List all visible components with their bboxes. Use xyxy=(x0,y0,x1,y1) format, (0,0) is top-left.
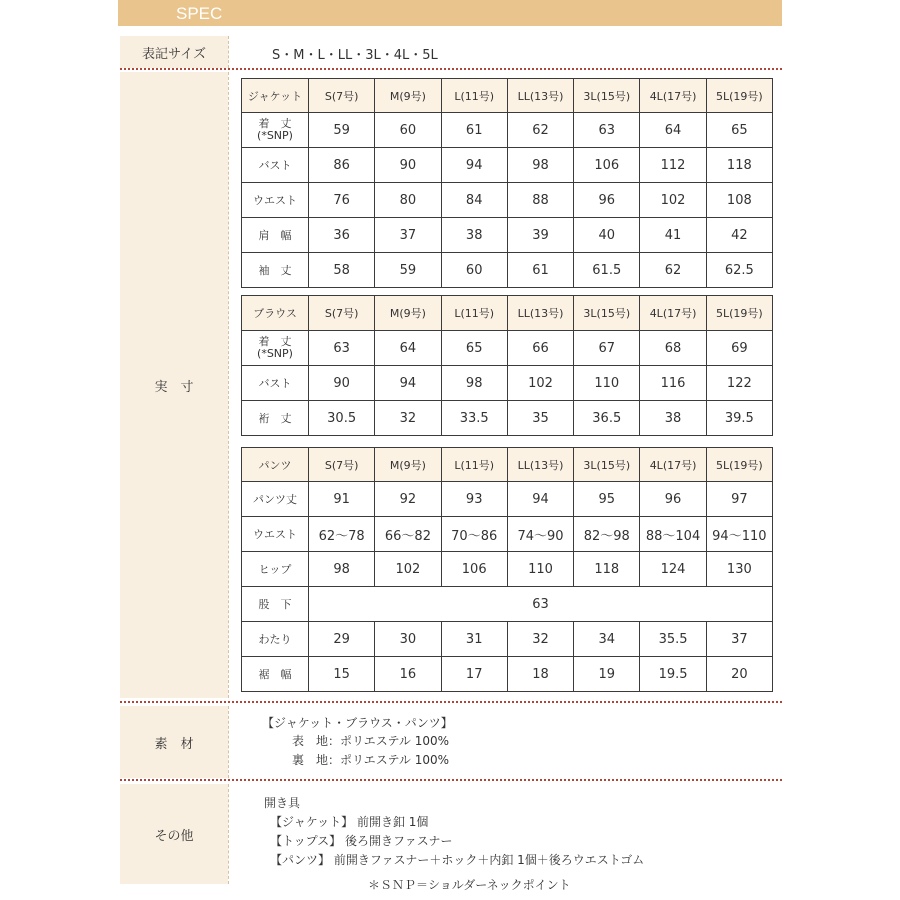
jacket-size-table xyxy=(241,78,773,288)
value-cell: 61 xyxy=(441,113,507,148)
value-cell: 106 xyxy=(441,552,507,587)
material-line: 【ジャケット・ブラウス・パンツ】 xyxy=(262,716,453,730)
other-line: 【パンツ】 前開きファスナー＋ホック＋内釦 1個＋後ろウエストゴム xyxy=(270,853,645,867)
size-header-cell: S(7号) xyxy=(309,296,375,331)
row-label-cell: 裾 幅 xyxy=(242,657,309,692)
value-cell: 15 xyxy=(309,657,375,692)
value-cell: 16 xyxy=(375,657,441,692)
row-label-cell: バスト xyxy=(242,366,309,401)
value-cell: 80 xyxy=(375,183,441,218)
value-cell: 30 xyxy=(375,622,441,657)
table-row xyxy=(242,253,773,288)
size-header-cell: 4L(17号) xyxy=(640,448,706,482)
value-cell: 122 xyxy=(706,366,772,401)
size-header-cell: M(9号) xyxy=(375,79,441,113)
table-row xyxy=(242,113,773,148)
value-cell: 58 xyxy=(309,253,375,288)
value-cell: 118 xyxy=(574,552,640,587)
row-label-top: 着 丈 xyxy=(258,117,292,130)
value-cell: 66～82 xyxy=(375,517,441,552)
value-cell: 30.5 xyxy=(309,401,375,436)
value-cell: 92 xyxy=(375,482,441,517)
value-cell: 68 xyxy=(640,331,706,366)
section-divider xyxy=(120,68,782,70)
value-cell: 88 xyxy=(507,183,573,218)
material-line: 表 地：ポリエステル 100% xyxy=(292,734,450,748)
row-label-bottom: (*SNP) xyxy=(257,129,293,142)
value-cell: 90 xyxy=(375,148,441,183)
value-cell: 32 xyxy=(375,401,441,436)
value-cell: 70～86 xyxy=(441,517,507,552)
value-cell: 40 xyxy=(574,218,640,253)
blouse-size-table xyxy=(241,295,773,436)
table-row xyxy=(242,622,773,657)
size-header-cell: M(9号) xyxy=(375,448,441,482)
sizes-row-value: S・M・L・LL・3L・4L・5L xyxy=(272,48,438,63)
value-cell: 64 xyxy=(375,331,441,366)
value-cell: 19.5 xyxy=(640,657,706,692)
value-cell: 18 xyxy=(507,657,573,692)
size-header-cell: L(11号) xyxy=(441,448,507,482)
table-header-row xyxy=(242,448,773,482)
table-category-header: ジャケット xyxy=(242,79,309,113)
other-label: その他 xyxy=(120,784,228,884)
value-cell: 59 xyxy=(375,253,441,288)
value-cell: 36 xyxy=(309,218,375,253)
table-row xyxy=(242,657,773,692)
table-header-row xyxy=(242,79,773,113)
value-cell: 63 xyxy=(309,331,375,366)
value-cell: 90 xyxy=(309,366,375,401)
value-cell: 118 xyxy=(706,148,772,183)
table-category-header: パンツ xyxy=(242,448,309,482)
size-header-cell: M(9号) xyxy=(375,296,441,331)
value-cell: 17 xyxy=(441,657,507,692)
row-label-cell: 裄 丈 xyxy=(242,401,309,436)
value-cell: 63 xyxy=(574,113,640,148)
value-cell: 33.5 xyxy=(441,401,507,436)
value-cell: 41 xyxy=(640,218,706,253)
value-cell: 35 xyxy=(507,401,573,436)
value-cell: 64 xyxy=(640,113,706,148)
size-header-cell: 3L(15号) xyxy=(574,296,640,331)
value-cell: 65 xyxy=(441,331,507,366)
size-header-cell: L(11号) xyxy=(441,296,507,331)
value-cell: 94 xyxy=(507,482,573,517)
row-label-cell xyxy=(242,331,309,366)
value-cell: 60 xyxy=(375,113,441,148)
value-cell: 34 xyxy=(574,622,640,657)
value-cell: 98 xyxy=(309,552,375,587)
row-label-cell: わたり xyxy=(242,622,309,657)
value-cell: 94～110 xyxy=(706,517,772,552)
value-cell: 38 xyxy=(640,401,706,436)
value-cell: 61.5 xyxy=(574,253,640,288)
value-cell: 62.5 xyxy=(706,253,772,288)
spec-header: SPEC xyxy=(118,0,782,26)
size-header-cell: LL(13号) xyxy=(507,448,573,482)
value-cell: 66 xyxy=(507,331,573,366)
value-cell: 110 xyxy=(574,366,640,401)
table-row xyxy=(242,218,773,253)
column-divider xyxy=(228,784,229,884)
value-cell: 93 xyxy=(441,482,507,517)
material-label: 素 材 xyxy=(120,706,228,778)
value-cell: 76 xyxy=(309,183,375,218)
value-cell: 116 xyxy=(640,366,706,401)
size-header-cell: 5L(19号) xyxy=(706,448,772,482)
value-cell: 88～104 xyxy=(640,517,706,552)
value-cell: 98 xyxy=(441,366,507,401)
value-cell: 67 xyxy=(574,331,640,366)
table-row xyxy=(242,517,773,552)
value-cell: 36.5 xyxy=(574,401,640,436)
section-divider xyxy=(120,701,782,703)
value-cell: 37 xyxy=(706,622,772,657)
row-label-cell: バスト xyxy=(242,148,309,183)
table-row xyxy=(242,366,773,401)
other-line: 【ジャケット】 前開き釦 1個 xyxy=(270,815,429,829)
value-cell: 29 xyxy=(309,622,375,657)
value-cell: 42 xyxy=(706,218,772,253)
other-line: 開き具 xyxy=(264,796,301,810)
section-divider xyxy=(120,779,782,781)
size-header-cell: S(7号) xyxy=(309,79,375,113)
other-line: 【トップス】 後ろ開きファスナー xyxy=(270,834,453,848)
value-cell: 91 xyxy=(309,482,375,517)
value-cell: 60 xyxy=(441,253,507,288)
value-cell: 62～78 xyxy=(309,517,375,552)
value-cell: 65 xyxy=(706,113,772,148)
size-header-cell: 5L(19号) xyxy=(706,296,772,331)
size-header-cell: 3L(15号) xyxy=(574,448,640,482)
table-row xyxy=(242,552,773,587)
size-header-cell: 4L(17号) xyxy=(640,296,706,331)
value-cell: 97 xyxy=(706,482,772,517)
row-label-cell: ウエスト xyxy=(242,517,309,552)
value-cell: 96 xyxy=(574,183,640,218)
size-header-cell: 5L(19号) xyxy=(706,79,772,113)
value-cell: 31 xyxy=(441,622,507,657)
value-cell: 98 xyxy=(507,148,573,183)
row-label-cell xyxy=(242,113,309,148)
value-cell: 61 xyxy=(507,253,573,288)
value-cell: 62 xyxy=(507,113,573,148)
value-cell: 86 xyxy=(309,148,375,183)
pants-size-table xyxy=(241,447,773,692)
row-label-top: 着 丈 xyxy=(258,335,292,348)
column-divider xyxy=(228,72,229,698)
merged-value-cell: 63 xyxy=(309,587,773,622)
size-header-cell: 4L(17号) xyxy=(640,79,706,113)
value-cell: 102 xyxy=(375,552,441,587)
snp-note: ＊ＳＮＰ＝ショルダーネックポイント xyxy=(368,878,571,892)
value-cell: 95 xyxy=(574,482,640,517)
size-header-cell: L(11号) xyxy=(441,79,507,113)
size-header-cell: LL(13号) xyxy=(507,79,573,113)
value-cell: 102 xyxy=(507,366,573,401)
table-row xyxy=(242,148,773,183)
table-row xyxy=(242,401,773,436)
table-row xyxy=(242,587,773,622)
value-cell: 124 xyxy=(640,552,706,587)
value-cell: 59 xyxy=(309,113,375,148)
size-header-cell: LL(13号) xyxy=(507,296,573,331)
value-cell: 39.5 xyxy=(706,401,772,436)
table-row xyxy=(242,183,773,218)
material-line: 裏 地：ポリエステル 100% xyxy=(292,753,450,767)
row-label-cell: ウエスト xyxy=(242,183,309,218)
row-label-cell: ヒップ xyxy=(242,552,309,587)
row-label-cell: パンツ丈 xyxy=(242,482,309,517)
value-cell: 94 xyxy=(375,366,441,401)
value-cell: 84 xyxy=(441,183,507,218)
sizes-row-label: 表記サイズ xyxy=(120,36,228,68)
value-cell: 110 xyxy=(507,552,573,587)
value-cell: 62 xyxy=(640,253,706,288)
value-cell: 19 xyxy=(574,657,640,692)
column-divider xyxy=(228,706,229,778)
value-cell: 108 xyxy=(706,183,772,218)
table-header-row xyxy=(242,296,773,331)
row-label-bottom: (*SNP) xyxy=(257,347,293,360)
row-label-cell: 肩 幅 xyxy=(242,218,309,253)
value-cell: 94 xyxy=(441,148,507,183)
row-label-cell: 股 下 xyxy=(242,587,309,622)
table-category-header: ブラウス xyxy=(242,296,309,331)
value-cell: 69 xyxy=(706,331,772,366)
row-label-cell: 袖 丈 xyxy=(242,253,309,288)
value-cell: 37 xyxy=(375,218,441,253)
value-cell: 39 xyxy=(507,218,573,253)
value-cell: 102 xyxy=(640,183,706,218)
value-cell: 96 xyxy=(640,482,706,517)
table-row xyxy=(242,482,773,517)
value-cell: 106 xyxy=(574,148,640,183)
column-divider xyxy=(228,36,229,68)
value-cell: 82～98 xyxy=(574,517,640,552)
table-row xyxy=(242,331,773,366)
value-cell: 32 xyxy=(507,622,573,657)
value-cell: 20 xyxy=(706,657,772,692)
measure-label: 実 寸 xyxy=(120,72,228,698)
value-cell: 130 xyxy=(706,552,772,587)
value-cell: 112 xyxy=(640,148,706,183)
size-header-cell: 3L(15号) xyxy=(574,79,640,113)
size-header-cell: S(7号) xyxy=(309,448,375,482)
value-cell: 38 xyxy=(441,218,507,253)
value-cell: 35.5 xyxy=(640,622,706,657)
value-cell: 74～90 xyxy=(507,517,573,552)
